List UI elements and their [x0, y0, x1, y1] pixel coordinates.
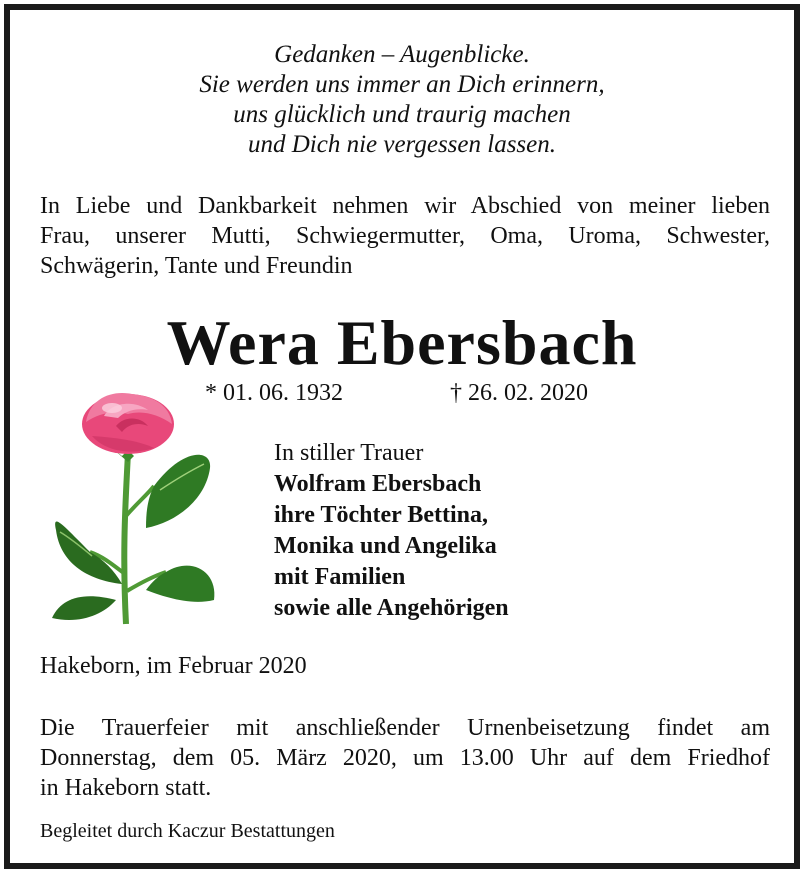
deceased-name: Wera Ebersbach	[166, 307, 638, 378]
memorial-poem	[10, 40, 794, 160]
farewell-line: In Liebe und Dankbarkeit nehmen wir Abschied von meiner lieben	[40, 193, 770, 219]
poem-line: Gedanken – Augenblicke.	[274, 41, 530, 68]
mourners-heading: In stiller Trauer	[274, 440, 424, 466]
rose-icon	[42, 386, 232, 626]
ceremony-line: Donnerstag, dem 05. März 2020, um 13.00 Uhr auf dem Friedhof	[40, 745, 770, 771]
mourner-line: Monika und Angelika	[274, 533, 497, 559]
ceremony-line: in Hakeborn statt.	[40, 775, 212, 801]
farewell-line: Frau, unserer Mutti, Schwiegermutter, Oma, Uroma, Schwester,	[40, 223, 770, 249]
ceremony-info	[40, 713, 770, 803]
mourner-line: sowie alle Angehörigen	[274, 595, 509, 621]
death-date: † 26. 02. 2020	[450, 380, 588, 406]
ceremony-line: Die Trauerfeier mit anschließender Urnenbeisetzung findet am	[40, 715, 770, 741]
poem-line: und Dich nie vergessen lassen.	[247, 131, 557, 158]
funeral-home-credit: Begleitet durch Kaczur Bestattungen	[40, 820, 335, 842]
poem-line: Sie werden uns immer an Dich erinnern,	[199, 71, 605, 98]
mourner-line: mit Familien	[274, 564, 406, 590]
farewell-text	[40, 191, 770, 281]
obituary-notice	[4, 4, 800, 869]
poem-line: uns glücklich und traurig machen	[233, 101, 571, 128]
birth-date: * 01. 06. 1932	[205, 380, 343, 406]
mourners-block	[274, 438, 509, 624]
farewell-line: Schwägerin, Tante und Freundin	[40, 253, 353, 279]
mourner-line: ihre Töchter Bettina,	[274, 502, 488, 528]
place-date: Hakeborn, im Februar 2020	[40, 653, 307, 679]
mourner-line: Wolfram Ebersbach	[274, 471, 482, 497]
